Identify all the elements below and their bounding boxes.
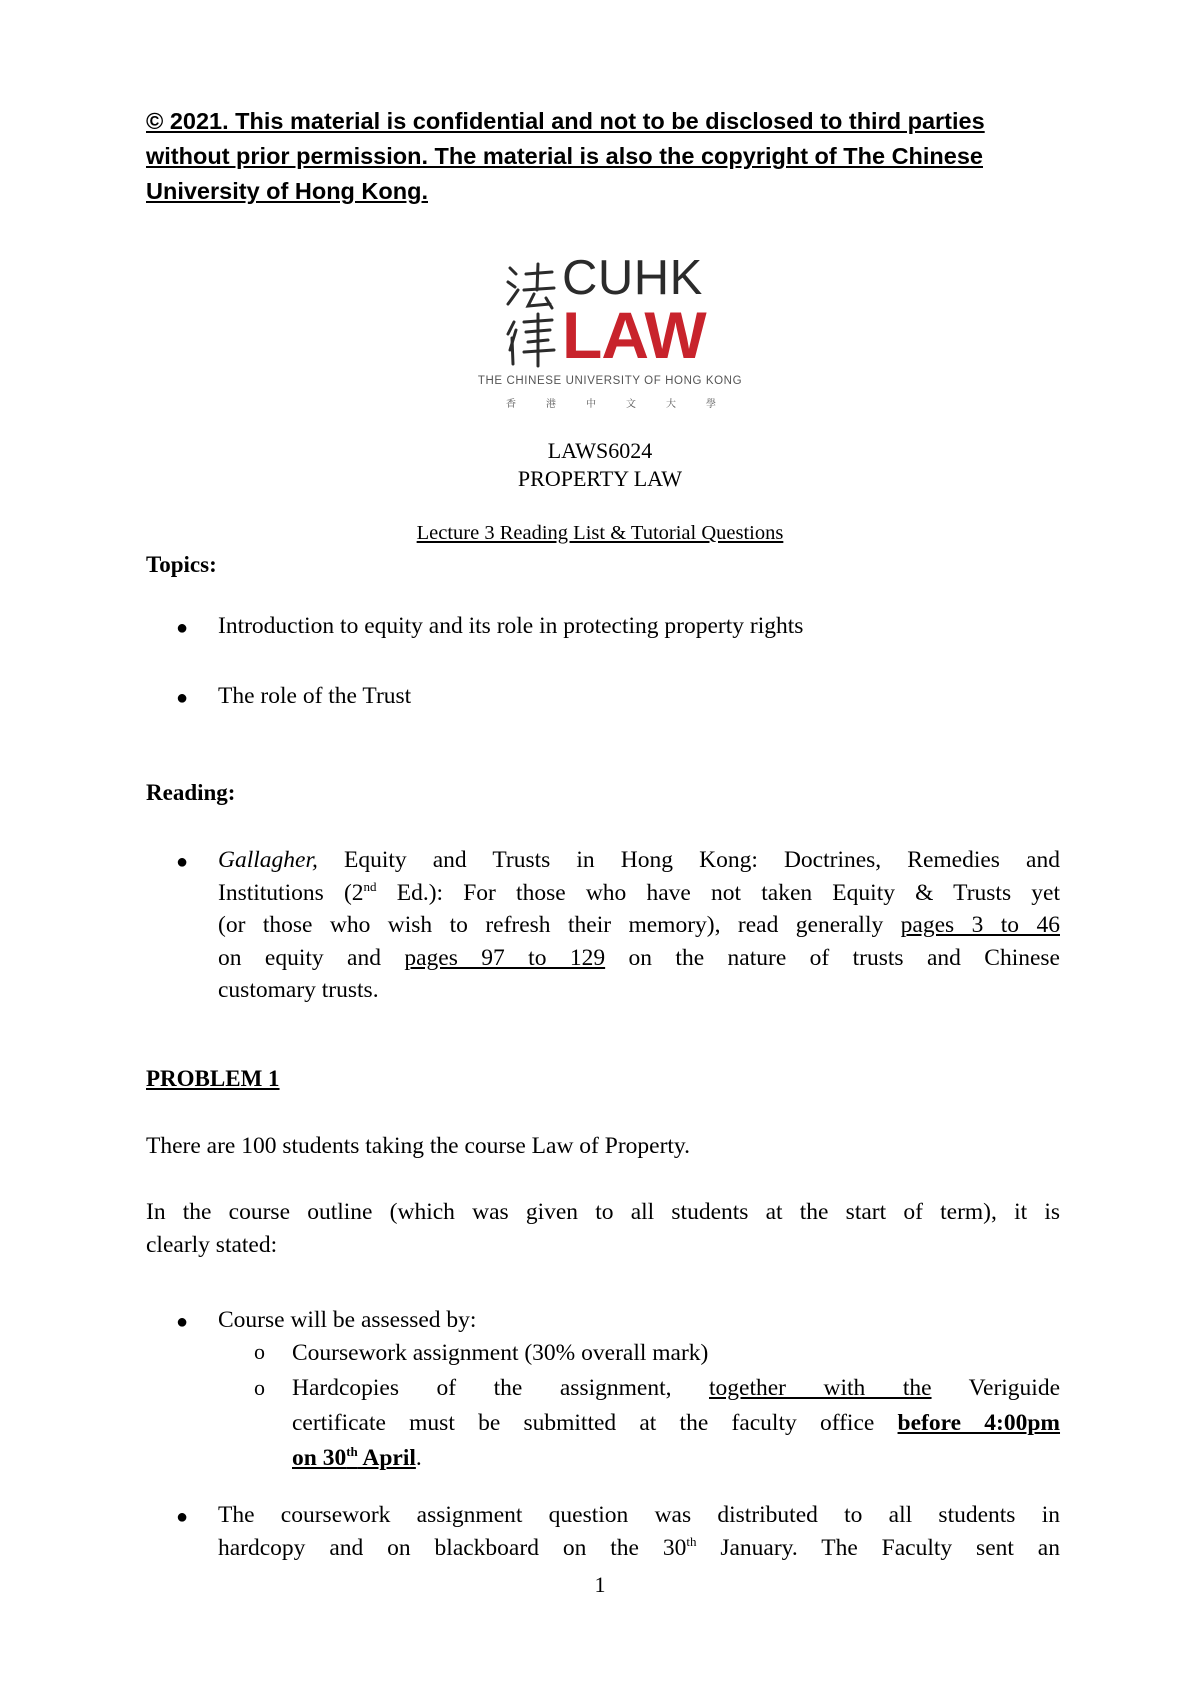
problem-heading: PROBLEM 1 xyxy=(146,1066,280,1091)
notice-line-1: © 2021. This material is confidential and not to be disclosed to third parties xyxy=(146,108,985,134)
logo-university-chinese-char: 文 xyxy=(626,399,636,410)
logo-university-english: THE CHINESE UNIVERSITY OF HONG KONG xyxy=(477,375,743,387)
confidentiality-notice xyxy=(146,104,1066,209)
assessment-subitem-1: Coursework assignment (30% overall mark) xyxy=(292,1340,709,1366)
distribution-bullet: The coursework assignment question was distributed to all students in hardcopy and on blackboard on the 30th January. The Faculty sent an xyxy=(218,1502,1060,1561)
logo-university-chinese xyxy=(506,395,716,410)
calligraphy-logo-mark xyxy=(504,260,558,370)
reading-pages-equity: pages 3 to 46 xyxy=(900,912,1060,938)
logo-university-chinese-char: 學 xyxy=(706,399,716,410)
cuhk-law-logo xyxy=(470,252,750,412)
logo-university-chinese-char: 港 xyxy=(546,399,556,410)
logo-university-chinese-char: 大 xyxy=(666,399,676,410)
topic-item: Introduction to equity and its role in protecting property rights xyxy=(218,613,804,639)
notice-line-3: University of Hong Kong. xyxy=(146,178,428,204)
logo-law-text: LAW xyxy=(562,298,706,372)
circle-bullet-icon: o xyxy=(254,1339,265,1364)
bullet-icon: ● xyxy=(176,617,189,639)
deadline-time: before 4:00pm xyxy=(897,1410,1061,1436)
page-number: 1 xyxy=(594,1572,606,1597)
logo-cuhk-text: CUHK xyxy=(562,251,703,305)
topic-item: The role of the Trust xyxy=(218,683,412,709)
reading-line-2: Institutions (2nd Ed.): For those who have not taken Equity & Trusts yet xyxy=(218,878,1060,906)
problem-paragraph-2: In the course outline (which was given to all students at the start of term), it is clearly stated: xyxy=(146,1199,1060,1258)
reading-pages-trusts: pages 97 to 129 xyxy=(404,944,606,971)
logo-university-chinese-char: 香 xyxy=(506,399,516,410)
topics-heading: Topics: xyxy=(146,552,217,577)
reading-line-5: customary trusts. xyxy=(218,977,379,1003)
reading-heading: Reading: xyxy=(146,780,236,805)
assessment-bullet: Course will be assessed by: xyxy=(218,1307,477,1333)
lecture-title: Lecture 3 Reading List & Tutorial Questions xyxy=(416,522,784,544)
logo-university-chinese-char: 中 xyxy=(586,399,596,410)
bullet-icon: ● xyxy=(176,851,189,873)
course-name: PROPERTY LAW xyxy=(517,466,683,491)
reading-author: Gallagher, xyxy=(218,847,318,873)
circle-bullet-icon: o xyxy=(254,1375,265,1400)
assessment-subitem-2: Hardcopies of the assignment, together with the Veriguide certificate must be submitted at the faculty office before 4:00pm on 30th April. xyxy=(292,1375,1061,1471)
bullet-icon: ● xyxy=(176,1311,189,1333)
bullet-icon: ● xyxy=(176,1506,189,1528)
notice-line-2: without prior permission. The material is also the copyright of The Chinese xyxy=(146,143,983,169)
course-code: LAWS6024 xyxy=(547,438,653,463)
reading-item xyxy=(218,844,1060,1007)
reading-line-3: (or those who wish to refresh their memory), read generally pages 3 to 46 xyxy=(218,912,1060,938)
reading-line-4: on equity and pages 97 to 129 on the nature of trusts and Chinese xyxy=(218,944,1060,971)
bullet-icon: ● xyxy=(176,687,189,709)
problem-paragraph-1: There are 100 students taking the course Law of Property. xyxy=(146,1133,691,1159)
reading-line-1: Gallagher, Equity and Trusts in Hong Kong: Doctrines, Remedies and xyxy=(218,847,1060,873)
deadline-date: on 30th April xyxy=(292,1444,416,1471)
